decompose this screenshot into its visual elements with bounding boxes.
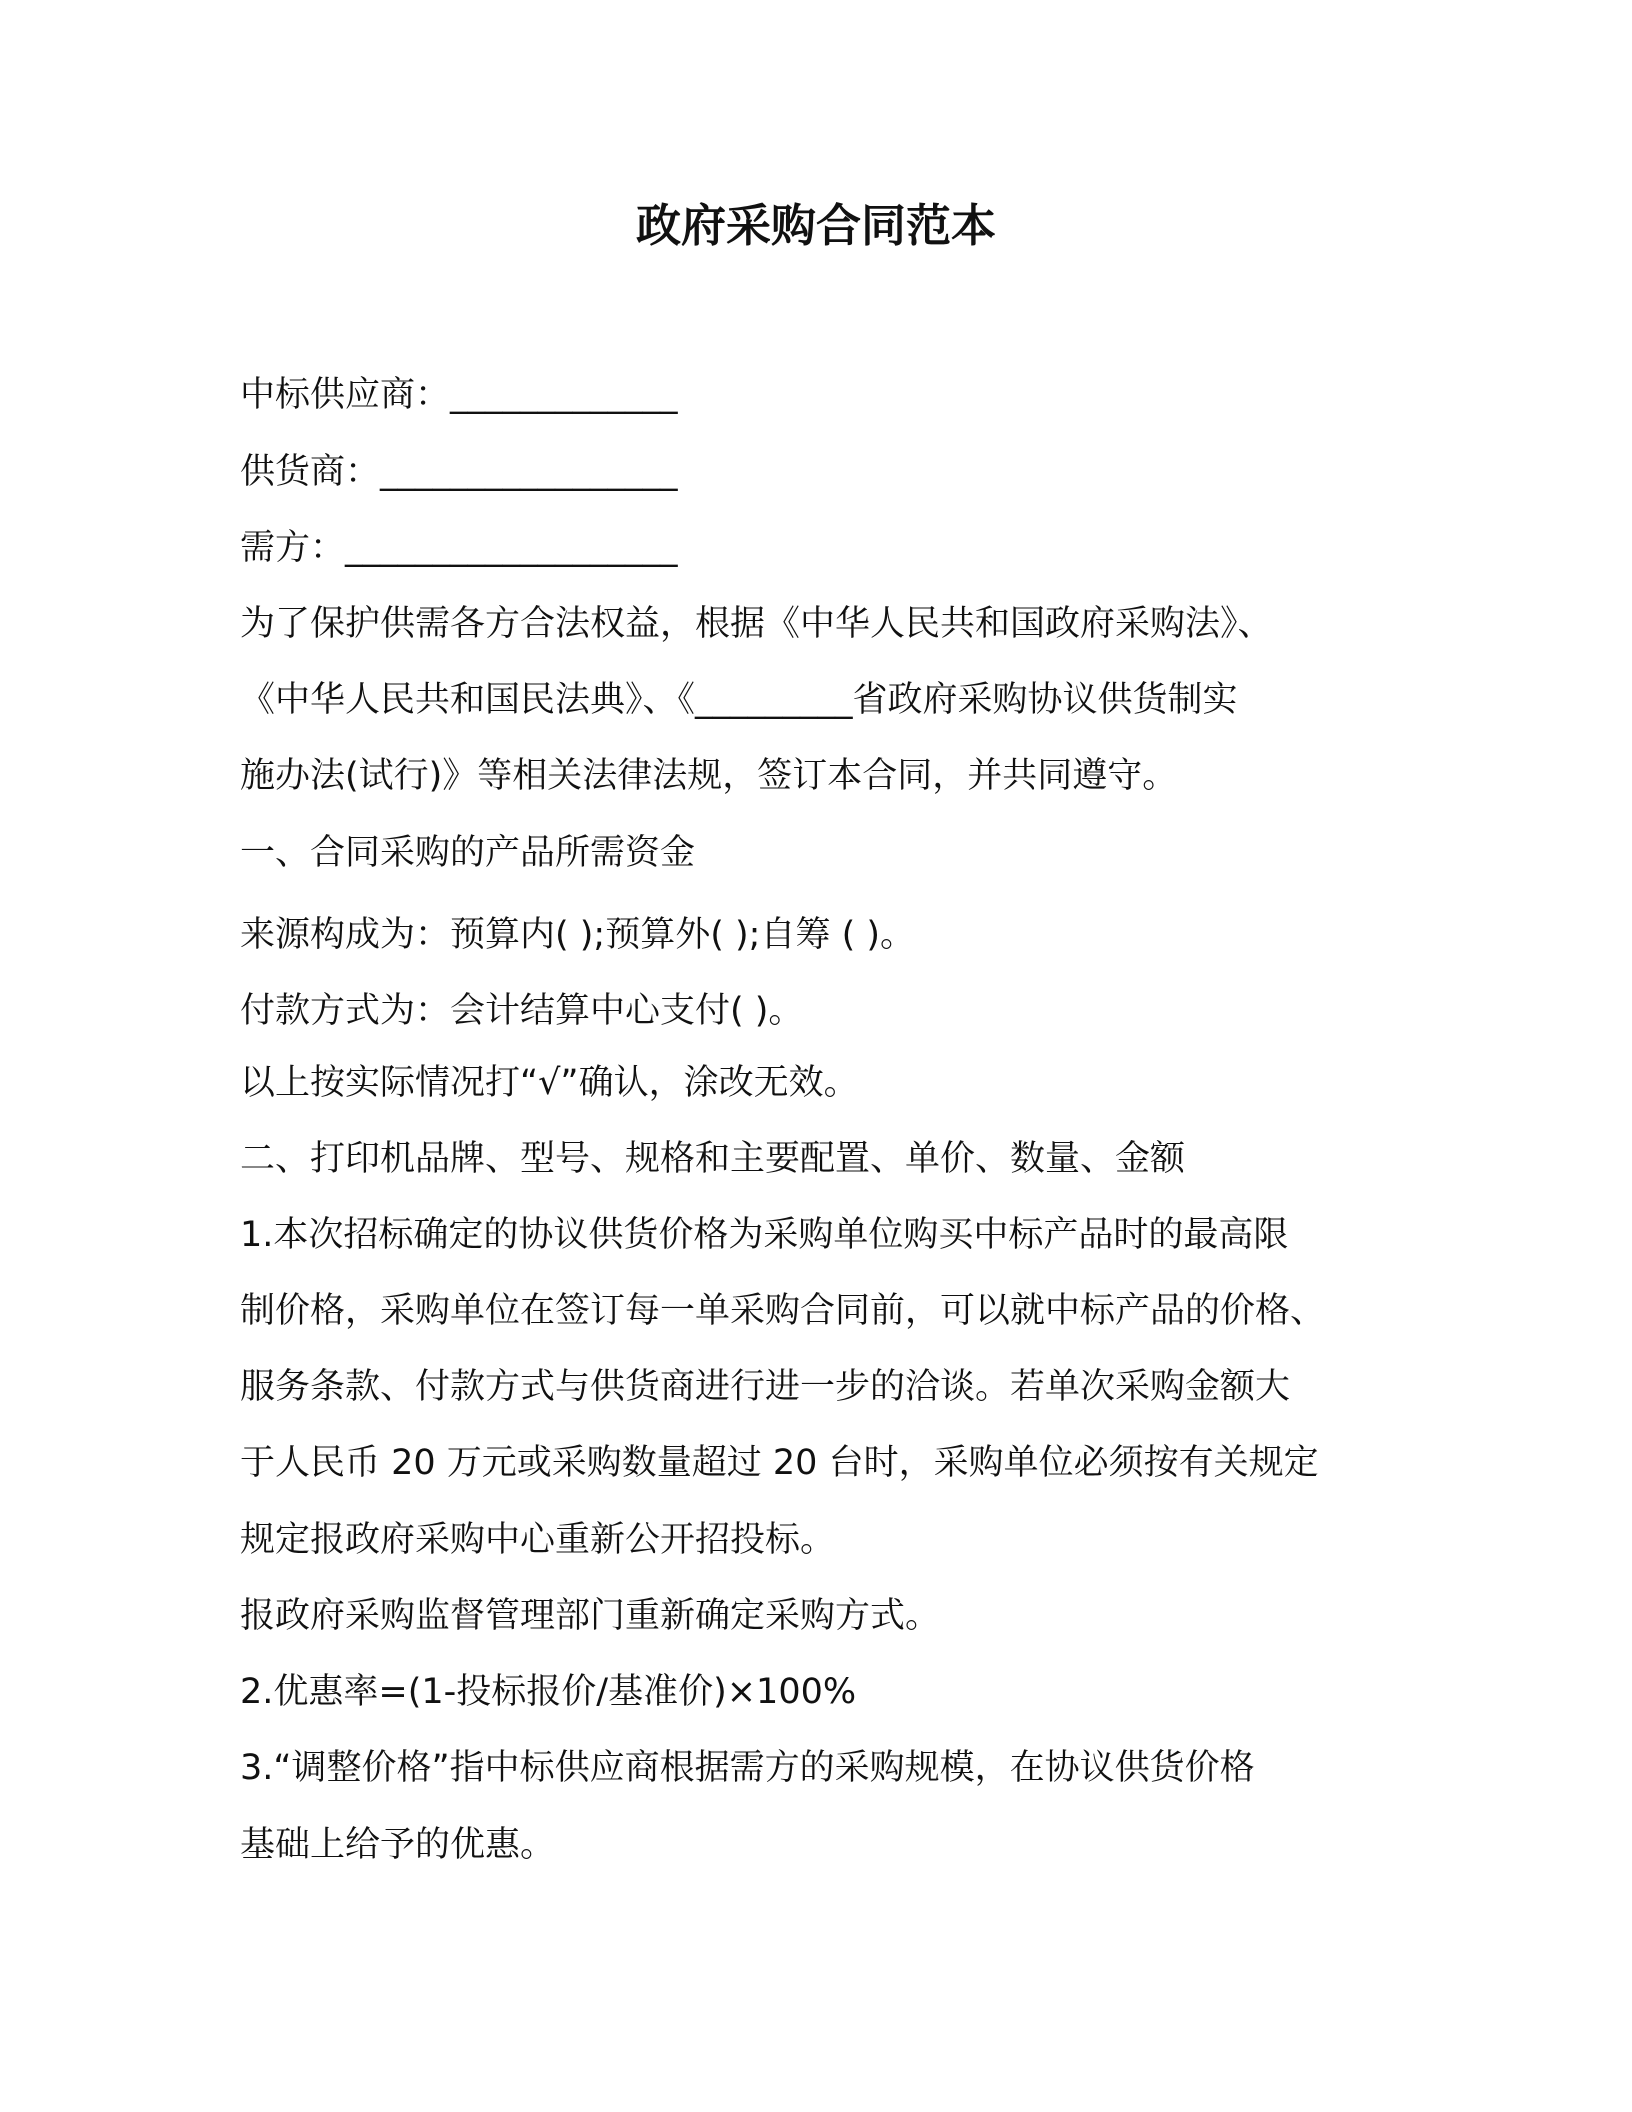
paragraph-line: 制价格，采购单位在签订每一单采购合同前，可以就中标产品的价格、	[240, 1291, 1326, 1331]
paragraph-line: 于人民币 20 万元或采购数量超过 20 台时，采购单位必须按有关规定	[240, 1443, 1319, 1483]
paragraph-line: 来源构成为：预算内( );预算外( );自筹 ( )。	[240, 915, 916, 955]
paragraph-line: 规定报政府采购中心重新公开招投标。	[240, 1520, 836, 1560]
paragraph-line: 为了保护供需各方合法权益，根据《中华人民共和国政府采购法》、	[240, 604, 1273, 644]
paragraph-line: 2.优惠率=(1-投标报价/基准价)×100%	[240, 1672, 857, 1712]
section-heading-2: 二、打印机品牌、型号、规格和主要配置、单价、数量、金额	[240, 1139, 1186, 1179]
paragraph-line: 3.“调整价格”指中标供应商根据需方的采购规模，在协议供货价格	[240, 1748, 1255, 1788]
paragraph-line: 服务条款、付款方式与供货商进行进一步的洽谈。若单次采购金额大	[240, 1367, 1291, 1407]
document-title: 政府采购合同范本	[635, 199, 996, 252]
paragraph-line: 基础上给予的优惠。	[240, 1825, 556, 1865]
field-buyer: 需方：___________________	[240, 528, 678, 568]
section-heading-1: 一、合同采购的产品所需资金	[240, 833, 696, 873]
paragraph-line: 报政府采购监督管理部门重新确定采购方式。	[240, 1596, 941, 1636]
field-supplier: 供货商：_________________	[240, 452, 678, 492]
paragraph-line: 以上按实际情况打“√”确认，涂改无效。	[240, 1063, 859, 1103]
field-winning-supplier: 中标供应商：_____________	[240, 375, 678, 415]
paragraph-line: 施办法(试行)》等相关法律法规，签订本合同，并共同遵守。	[240, 756, 1178, 796]
paragraph-line: 1.本次招标确定的协议供货价格为采购单位购买中标产品时的最高限	[240, 1215, 1289, 1255]
paragraph-line: 付款方式为：会计结算中心支付( )。	[240, 991, 804, 1031]
paragraph-line: 《中华人民共和国民法典》、《_________省政府采购协议供货制实	[240, 680, 1238, 720]
